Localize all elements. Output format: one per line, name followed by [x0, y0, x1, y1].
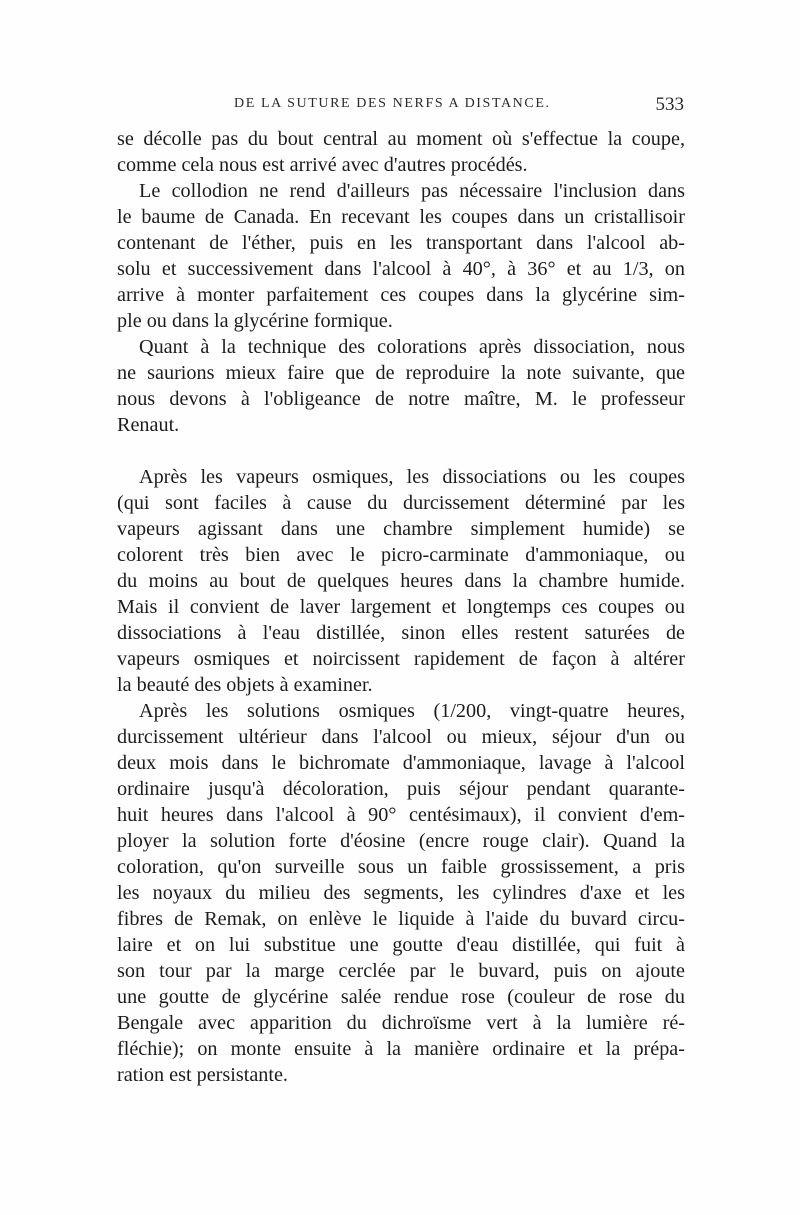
text-line: la beauté des objets à examiner.	[117, 674, 373, 696]
text-line: colorent très bien avec le picro-carminate d'ammoniaque, ou	[117, 544, 685, 566]
text-line: vapeurs agissant dans une chambre simplement humide) se	[117, 518, 685, 540]
text-line: dissociations à l'eau distillée, sinon elles restent saturées de	[117, 622, 685, 644]
page-header	[118, 94, 686, 120]
text-line: durcissement ultérieur dans l'alcool ou mieux, séjour d'un ou	[117, 726, 685, 748]
text-line: son tour par la marge cerclée par le buvard, puis on ajoute	[117, 960, 685, 982]
text-line: les noyaux du milieu des segments, les cylindres d'axe et les	[117, 882, 685, 904]
text-line: contenant de l'éther, puis en les transportant dans l'alcool ab-	[117, 232, 685, 254]
text-line: Le collodion ne rend d'ailleurs pas nécessaire l'inclusion dans	[139, 180, 685, 202]
body-text	[117, 126, 685, 1088]
text-line: Mais il convient de laver largement et longtemps ces coupes ou	[117, 596, 685, 618]
text-line: du moins au bout de quelques heures dans la chambre humide.	[117, 570, 685, 592]
text-line: fibres de Remak, on enlève le liquide à l'aide du buvard circu-	[117, 908, 685, 930]
text-line: deux mois dans le bichromate d'ammoniaque, lavage à l'alcool	[117, 752, 685, 774]
text-line: huit heures dans l'alcool à 90° centésimaux), il convient d'em-	[117, 804, 685, 826]
text-line: laire et on lui substitue une goutte d'eau distillée, qui fuit à	[117, 934, 685, 956]
text-line: ne saurions mieux faire que de reproduire la note suivante, que	[117, 362, 685, 384]
paragraph-2	[117, 178, 685, 334]
paragraph-1	[117, 126, 685, 178]
text-line: coloration, qu'on surveille sous un faible grossissement, a pris	[117, 856, 685, 878]
text-line: vapeurs osmiques et noircissent rapidement de façon à altérer	[117, 648, 685, 670]
paragraph-5	[117, 698, 685, 1088]
text-line: ordinaire jusqu'à décoloration, puis séjour pendant quarante-	[117, 778, 685, 800]
text-line: le baume de Canada. En recevant les coupes dans un cristallisoir	[117, 206, 685, 228]
page-number: 533	[655, 94, 684, 115]
text-line: fléchie); on monte ensuite à la manière ordinaire et la prépa-	[117, 1038, 685, 1060]
text-line: (qui sont faciles à cause du durcissement déterminé par les	[117, 492, 685, 514]
text-line: nous devons à l'obligeance de notre maître, M. le professeur	[117, 388, 685, 410]
text-line: Renaut.	[117, 414, 180, 436]
paragraph-3	[117, 334, 685, 438]
text-line: ployer la solution forte d'éosine (encre rouge clair). Quand la	[117, 830, 685, 852]
text-line: Quant à la technique des colorations après dissociation, nous	[139, 336, 685, 358]
text-line: Bengale avec apparition du dichroïsme vert à la lumière ré-	[117, 1012, 685, 1034]
text-line: une goutte de glycérine salée rendue rose (couleur de rose du	[117, 986, 685, 1008]
text-line: comme cela nous est arrivé avec d'autres procédés.	[117, 154, 528, 176]
text-line: ration est persistante.	[117, 1064, 288, 1086]
text-line: ple ou dans la glycérine formique.	[117, 310, 393, 332]
text-line: Après les solutions osmiques (1/200, vingt-quatre heures,	[139, 700, 685, 722]
running-title: DE LA SUTURE DES NERFS A DISTANCE.	[234, 96, 551, 111]
text-line: se décolle pas du bout central au moment où s'effectue la coupe,	[117, 128, 685, 150]
section-gap	[117, 438, 685, 464]
text-line: solu et successivement dans l'alcool à 40°, à 36° et au 1/3, on	[117, 258, 685, 280]
text-line: arrive à monter parfaitement ces coupes dans la glycérine sim-	[117, 284, 685, 306]
paragraph-4	[117, 464, 685, 698]
text-line: Après les vapeurs osmiques, les dissociations ou les coupes	[139, 466, 685, 488]
